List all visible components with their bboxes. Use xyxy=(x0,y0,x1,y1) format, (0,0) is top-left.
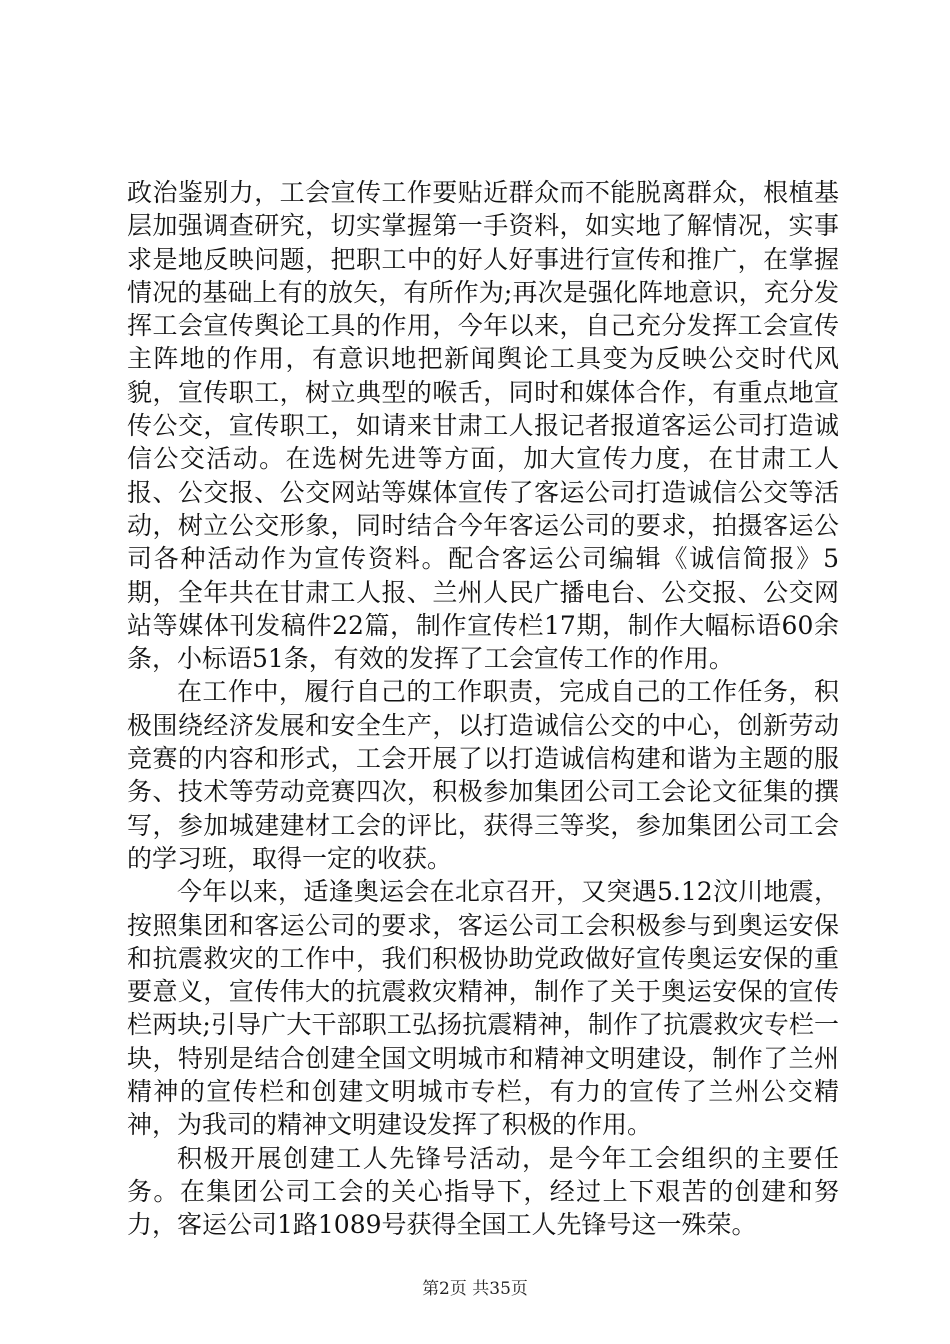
page-number-footer: 第2页 共35页 xyxy=(422,1279,528,1299)
paragraph-4: 积极开展创建工人先锋号活动，是今年工会组织的主要任务。在集团公司工会的关心指导下，经过上下艰苦的创建和努力，客运公司1路1089号获得全国工人先锋号这一殊荣。 xyxy=(127,1143,839,1240)
paragraph-3: 今年以来，适逢奥运会在北京召开，又突遇5.12汶川地震，按照集团和客运公司的要求，客运公司工会积极参与到奥运安保和抗震救灾的工作中，我们积极协助党政做好宣传奥运安保的重要意义，宣传伟大的抗震救灾精神，制作了关于奥运安保的宣传栏两块;引导广大干部职工弘扬抗震精神，制作了抗震救灾专栏一块，特别是结合创建全国文明城市和精神文明建设，制作了兰州精神的宣传栏和创建文明城市专栏，有力的宣传了兰州公交精神，为我司的精神文明建设发挥了积极的作用。 xyxy=(127,877,839,1140)
paragraph-1: 政治鉴别力，工会宣传工作要贴近群众而不能脱离群众，根植基层加强调查研究，切实掌握第一手资料，如实地了解情况，实事求是地反映问题，把职工中的好人好事进行宣传和推广，在掌握情况的基础上有的放矢，有所作为;再次是强化阵地意识，充分发挥工会宣传舆论工具的作用，今年以来，自己充分发挥工会宣传主阵地的作用，有意识地把新闻舆论工具变为反映公交时代风貌，宣传职工，树立典型的喉舌，同时和媒体合作，有重点地宣传公交，宣传职工，如请来甘肃工人报记者报道客运公司打造诚信公交活动。在选树先进等方面，加大宣传力度，在甘肃工人报、公交报、公交网站等媒体宣传了客运公司打造诚信公交等活动，树立公交形象，同时结合今年客运公司的要求，拍摄客运公司各种活动作为宣传资料。配合客运公司编辑《诚信简报》5期，全年共在甘肃工人报、兰州人民广播电台、公交报、公交网站等媒体刊发稿件22篇，制作宣传栏17期，制作大幅标语60余条，小标语51条，有效的发挥了工会宣传工作的作用。 xyxy=(127,178,839,674)
paragraph-2: 在工作中，履行自己的工作职责，完成自己的工作任务，积极围绕经济发展和安全生产，以打造诚信公交的中心，创新劳动竞赛的内容和形式，工会开展了以打造诚信构建和谐为主题的服务、技术等劳动竞赛四次，积极参加集团公司工会论文征集的撰写，参加城建建材工会的评比，获得三等奖，参加集团公司工会的学习班，取得一定的收获。 xyxy=(127,677,839,873)
document-body xyxy=(127,176,839,1242)
